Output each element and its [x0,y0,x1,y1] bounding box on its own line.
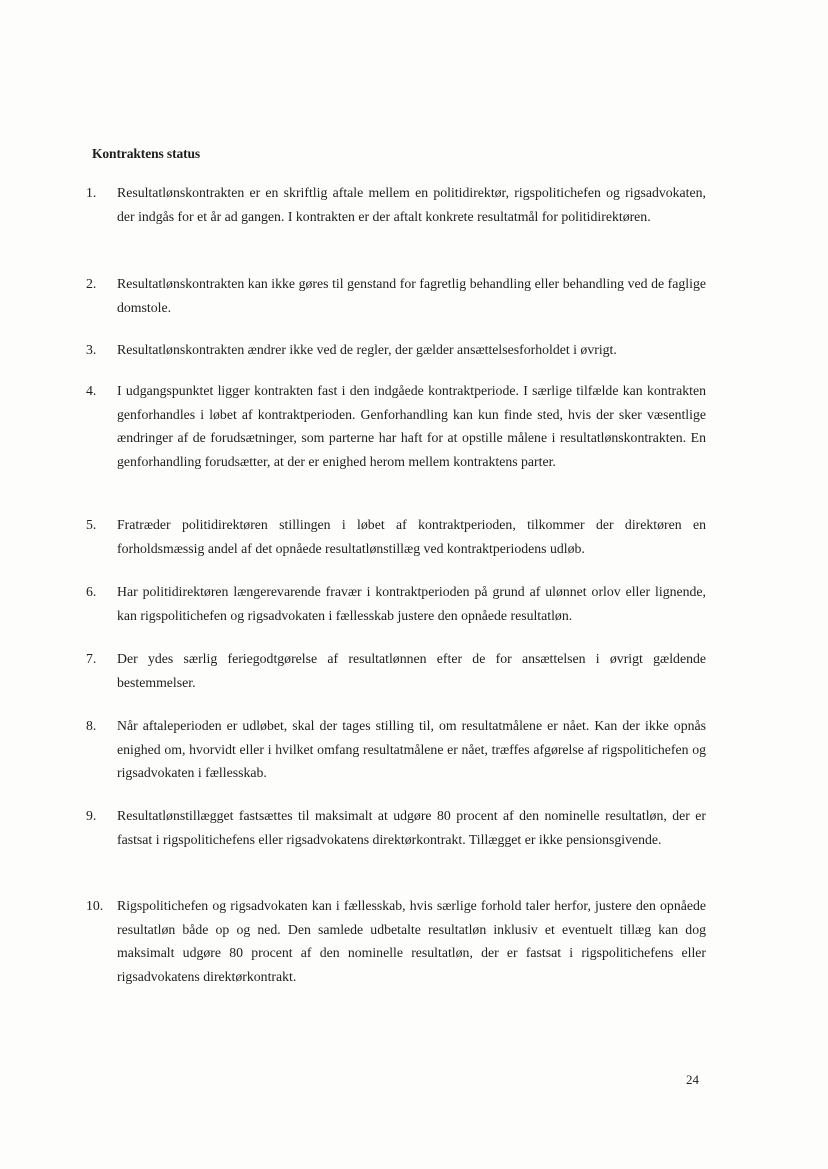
item-number: 7. [86,651,97,666]
item-text: Når aftaleperioden er udløbet, skal der tages stilling til, om resultatmålene er nået. Kan der ikke opnås enighed om, hvorvidt eller i hvilket omfang resultatmålene er nået, træffes afgørelse af rigspolitichefen og rigsadvokaten i fællesskab. [117,718,706,780]
item-text: Resultatlønskontrakten ændrer ikke ved de regler, der gælder ansættelsesforholdet i øvrigt. [117,342,617,357]
list-item-5 [86,513,706,560]
list-item-9 [86,804,706,851]
item-text: Resultatlønskontrakten er en skriftlig aftale mellem en politidirektør, rigspolitichefen og rigsadvokaten, der indgås for et år ad gangen. I kontrakten er der aftalt konkrete resultatmål for politidirektøren. [117,185,706,224]
item-number: 9. [86,808,97,823]
item-text: Resultatlønskontrakten kan ikke gøres til genstand for fagretlig behandling eller behandling ved de faglige domstole. [117,276,706,315]
list-item-6 [86,580,706,627]
item-text: Har politidirektøren længerevarende fravær i kontraktperioden på grund af ulønnet orlov eller lignende, kan rigspolitichefen og rigsadvokaten i fællesskab justere den opnåede resultatløn. [117,584,706,623]
list-item-4 [86,379,706,473]
list-item-1 [86,181,706,228]
page-number: 24 [686,1072,699,1087]
list-item-8 [86,714,706,785]
item-number: 5. [86,517,97,532]
list-item-3 [86,338,706,362]
item-text: Resultatlønstillægget fastsættes til maksimalt at udgøre 80 procent af den nominelle resultatløn, der er fastsat i rigspolitichefens eller rigsadvokatens direktørkontrakt. Tillægget er ikke pensionsgivende. [117,808,706,847]
item-number: 10. [86,898,104,913]
item-number: 3. [86,342,97,357]
list-item-7 [86,647,706,694]
section-heading: Kontraktens status [92,146,201,161]
item-text: Fratræder politidirektøren stillingen i løbet af kontraktperioden, tilkommer der direktøren en forholdsmæssig andel af det opnåede resultatlønstillæg ved kontraktperiodens udløb. [117,517,706,556]
list-item-2 [86,272,706,319]
item-text: Der ydes særlig feriegodtgørelse af resultatlønnen efter de for ansættelsen i øvrigt gældende bestemmelser. [117,651,706,690]
item-number: 2. [86,276,97,291]
item-number: 1. [86,185,97,200]
item-text: I udgangspunktet ligger kontrakten fast i den indgåede kontraktperiode. I særlige tilfælde kan kontrakten genforhandles i løbet af kontraktperioden. Genforhandling kan kun finde sted, hvis der sker væsentlige ændringer af de forudsætninger, som parterne har haft for at opstille målene i resultatlønskontrakten. En genforhandling forudsætter, at der er enighed herom mellem kontraktens parter. [117,383,706,469]
item-number: 4. [86,383,97,398]
list-item-10 [86,894,706,988]
item-number: 8. [86,718,97,733]
item-number: 6. [86,584,97,599]
item-text: Rigspolitichefen og rigsadvokaten kan i fællesskab, hvis særlige forhold taler herfor, justere den opnåede resultatløn både op og ned. Den samlede udbetalte resultatløn inklusiv et eventuelt tillæg kan dog maksimalt udgøre 80 procent af den nominelle resultatløn, der er fastsat i rigspolitichefens eller rigsadvokatens direktørkontrakt. [117,898,706,984]
